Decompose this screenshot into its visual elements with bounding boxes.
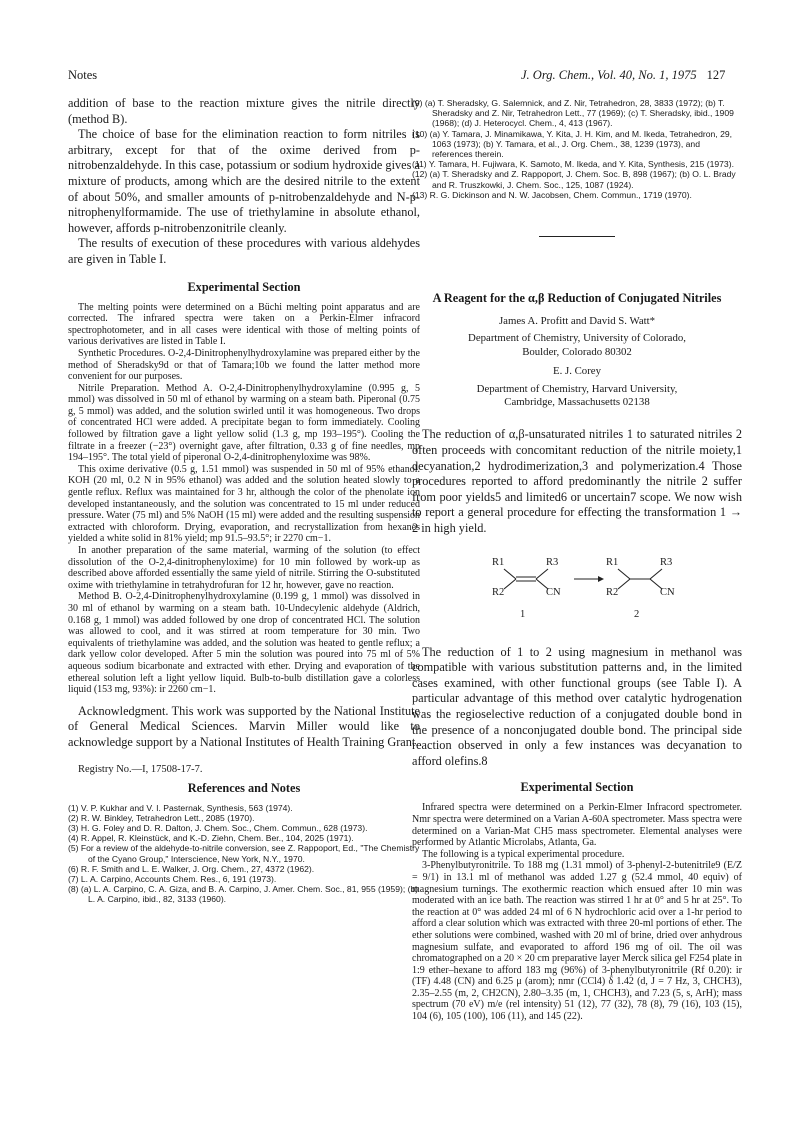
reference-item: (4) R. Appel, R. Kleinstück, and K.-D. Ziehn, Chem. Ber., 104, 2025 (1971). [68, 833, 354, 844]
reference-item: (5) For a review of the aldehyde-to-nitrile conversion, see Z. Rappoport, Ed., "The Chemistry of the Cyano Group," Interscience, New York, N.Y., 1970. [68, 843, 420, 864]
r2-label: R2 [492, 586, 505, 598]
affiliation-line: Cambridge, Massachusetts 02138 [504, 396, 650, 409]
r1-label-product: R1 [606, 556, 619, 568]
running-head-section: Notes [68, 68, 98, 82]
experimental-paragraph: The melting points were determined on a Büchi melting point apparatus and are corrected. The infrared spectra were taken on a Perkin-Elmer infracord spectrophotometer, and in all cases were identical with those of melting points of various derivatives are listed in Table I. [68, 301, 420, 348]
left-column [68, 96, 420, 905]
authors: James A. Profitt and David S. Watt* [498, 315, 656, 328]
cn-label-product: CN [660, 586, 675, 598]
page-number: 127 [706, 68, 726, 82]
r3-label-product: R3 [660, 556, 673, 568]
affiliation-line: Department of Chemistry, Harvard University, [476, 382, 678, 395]
cn-label: CN [546, 586, 561, 598]
reference-item: (3) H. G. Foley and D. R. Dalton, J. Chem. Soc., Chem. Commun., 628 (1973). [68, 822, 368, 833]
reference-item: (9) (a) T. Sheradsky, G. Salemnick, and Z. Nir, Tetrahedron, 28, 3833 (1972); (b) T. Sheradsky and Z. Nir, Tetrahedron Lett., 77 (1969); (c) T. Sheradsky, ibid., 1909 (1968); (d) J. Heterocycl. Chem., 4, 413 (1967). [412, 98, 734, 129]
experimental-paragraph: The following is a typical experimental procedure. [422, 848, 625, 860]
affiliation-line: Department of Chemistry, University of Colorado, [468, 332, 686, 345]
intro-paragraph: The results of execution of these procedures with various aldehydes are given in Table I. [68, 236, 420, 266]
affiliation-line: Boulder, Colorado 80302 [522, 345, 632, 358]
abstract-body: The reduction of 1 to 2 using magnesium in methanol was compatible with various substitution patterns and, in the limited cases examined, with other functional groups (see Table I). A particular advantage of this method over catalytic hydrogenation was the regioselective reduction of a conjugated double bond in the presence of a nonconjugated double bond. The principal side reaction observed in only a few instances was decyanation to afford olefins.8 [412, 644, 742, 768]
experimental-heading-right: Experimental Section [520, 780, 634, 795]
experimental-heading-left: Experimental Section [187, 279, 301, 294]
r3-label: R3 [546, 556, 559, 568]
compound-2-label: 2 [634, 608, 640, 620]
references-heading: References and Notes [187, 780, 301, 795]
reference-item: (1) V. P. Kukhar and V. I. Pasternak, Synthesis, 563 (1974). [68, 802, 293, 813]
compound-1-label: 1 [520, 608, 526, 620]
reference-item: (7) L. A. Carpino, Accounts Chem. Res., 6, 191 (1973). [68, 873, 277, 884]
reaction-scheme [412, 543, 742, 641]
intro-paragraph: The choice of base for the elimination reaction to form nitriles is arbitrary, except for that of the oxime derived from p-nitrobenzaldehyde. In this case, potassium or sodium hydroxide gives a mixture of products, among which are the desired nitrile to the extent of about 50%, and smaller amounts of p-nitrobenzaldehyde and N-p-nitrophenylformamide. The use of triethylamine in absolute ethanol, however, affords p-nitrobenzonitrile cleanly. [68, 127, 420, 235]
r2-label-product: R2 [606, 586, 619, 598]
experimental-paragraph: In another preparation of the same material, warming of the solution (to effect dissolution of the O-2,4-dinitrophenyloxime) for 10 min followed by work-up as described above afforded essentially the same yield of nitrile. Stirring the O-substituted oxime with triethylamine in tetrahydrofuran for 12 hr, however, gave no reaction. [68, 545, 420, 591]
r1-label: R1 [492, 556, 505, 568]
acknowledgment: Acknowledgment. This work was supported by the National Institute of General Medical Sciences. Marvin Miller would like to acknowledge support by a National Institutes of Health Training Grant. [68, 703, 420, 749]
running-head-journal [521, 68, 725, 83]
abstract-intro: The reduction of α,β-unsaturated nitriles 1 to saturated nitriles 2 often proceeds with concomitant reduction of the nitrile moiety,1 decyanation,2 hydrodimerization,3 and polymerization.4 Those procedures reported to afford predominantly the nitrile 2 suffer from poor yields5 and limited6 or uncertain7 scope. We now wish to report a general procedure for effecting the transformation 1 → 2 in high yield. [412, 427, 742, 536]
experimental-paragraph: Nitrile Preparation. Method A. O-2,4-Dinitrophenylhydroxylamine (0.995 g, 5 mmol) was dissolved in 50 ml of ethanol by warming on a steam bath. Piperonal (0.75 g, 5 mmol) was added, and the solution swirled until it was homogeneous. Two drops of concentrated HCl were added. A precipitate began to form immediately. Cooling followed by filtration gave a light yellow solid (1.3 g, mp 193–195°). Cooling the filtrate in a freezer (−23°) overnight gave, after filtration, 0.33 g of fine needles, mp 194–195°. The total yield of piperonal O-2,4-dinitrophenyloxime was 98%. [68, 382, 420, 464]
reference-item: (10) (a) Y. Tamara, J. Minamikawa, Y. Kita, J. H. Kim, and M. Ikeda, Tetrahedron, 29, 1063 (1973); (b) Y. Tamara, et al., J. Org. Chem., 38, 1239 (1973), and references therein. [412, 128, 733, 160]
experimental-paragraph: This oxime derivative (0.5 g, 1.51 mmol) was suspended in 50 ml of 95% ethanol. KOH (20 ml, 0.2 N in 95% ethanol) was added and the solution heated slowly to a gentle reflux. Reflux was maintained for 3 hr, although the color of the phenolate ion developed instantaneously, and the solution was concentrated to 15 ml under reduced pressure. Water (75 ml) and 5% NaOH (15 ml) were added and the resulting suspension extracted with chloroform. Drying, evaporation, and recrystallization from hexanes yielded a white solid in 81% yield; mp 91.5–93.5°; ir 2270 cm−1. [68, 463, 420, 545]
intro-paragraph: addition of base to the reaction mixture gives the nitrile directly (method B). [68, 96, 420, 126]
experimental-paragraph: Synthetic Procedures. O-2,4-Dinitrophenylhydroxylamine was prepared either by the method of Sheradsky9d or that of Tamara;10b we found the latter method more convenient for our purposes. [68, 347, 420, 383]
reference-item: (6) R. F. Smith and L. E. Walker, J. Org. Chem., 27, 4372 (1962). [68, 863, 315, 874]
article-divider [539, 236, 615, 237]
experimental-paragraph: Method B. O-2,4-Dinitrophenylhydroxylamine (0.199 g, 1 mmol) was dissolved in 30 ml of ethanol by warming on a steam bath. 10-Undecylenic aldehyde (Aldrich, 0.168 g, 1 mmol) was added followed by one drop of concentrated HCl. The solution was allowed to cool, and it was stirred at room temperature for 30 min. Two equivalents of triethylamine was added, and the solution was heated to gentle reflux; a dark yellow color developed. After 5 min the solution was poured into 75 ml of 5% aqueous sodium bicarbonate and extracted with ether. Drying and evaporation of the ethereal solution left a light yellow liquid. Bulb-to-bulb distillation gave a colorless liquid (153 mg, 93%): ir 2260 cm−1. [68, 591, 420, 696]
experimental-paragraph: 3-Phenylbutyronitrile. To 188 mg (1.31 mmol) of 3-phenyl-2-butenitrile9 (E/Z = 9/1) in 13.1 ml of methanol was added 1.27 g (52.4 mmol, 40 equiv) of magnesium turnings. The exothermic reaction which ensued after 10 min was moderated with an ice bath. The reaction was stirred 1 hr at 0° and 5 hr at 25°. To the reaction at 0° was added 24 ml of 6 N hydrochloric acid over a 1-hr period to afford a clear solution which was extracted with three 20-ml portions of ether. The ether solutions were combined, washed with 20 ml of brine, dried over anhydrous magnesium sulfate, and evaporated to afford 196 mg of oil. The oil was chromatographed on a 20 × 20 cm preparative layer Merck silica gel F254 plate in 1:9 ether–hexane to afford 183 mg (96%) of 3-phenylbutyronitrile (Rf 0.20): ir (TF) 4.48 (CN) and 6.25 μ (arom); nmr (CCl4) δ 1.42 (d, J = 7 Hz, 3, CHCH3), 2.35–2.55 (m, 2, CH2CN), 2.80–3.35 (m, 1, CHCH3), and 7.23 (5, s, ArH); mass spectrum (70 eV) m/e (rel intensity) 51 (12), 77 (32), 78 (8), 79 (16), 103 (15), 104 (6), 105 (100), 106 (11), and 145 (22). [412, 860, 742, 1023]
experimental-paragraph: Infrared spectra were determined on a Perkin-Elmer Infracord spectrometer. Nmr spectra were determined on a Varian A-60A spectrometer. Mass spectra were determined on a Varian-Mat CH5 mass spectrometer. Elemental analyses were performed by Atlantic Microlabs, Atlanta, Ga. [412, 802, 742, 849]
scheme-drawing [412, 543, 742, 641]
reference-item: (12) (a) T. Sheradsky and Z. Rappoport, J. Chem. Soc. B, 898 (1967); (b) O. L. Brady and R. Truszkowki, J. Chem. Soc., 125, 1087 (1924). [412, 169, 736, 190]
reference-item: (13) R. G. Dickinson and N. W. Jacobsen, Chem. Commun., 1719 (1970). [412, 189, 692, 200]
reference-item: (2) R. W. Binkley, Tetrahedron Lett., 2085 (1970). [68, 812, 255, 823]
reference-item: (11) Y. Tamara, H. Fujiwara, K. Samoto, M. Ikeda, and Y. Kita, Synthesis, 215 (1973). [412, 159, 734, 170]
right-column [412, 98, 742, 1023]
article-title: A Reagent for the α,β Reduction of Conjugated Nitriles [432, 291, 722, 306]
author-corey: E. J. Corey [553, 365, 601, 378]
journal-citation: J. Org. Chem., Vol. 40, No. 1, 1975 [521, 68, 697, 82]
reference-item: (8) (a) L. A. Carpino, C. A. Giza, and B. A. Carpino, J. Amer. Chem. Soc., 81, 955 (1959); (b) L. A. Carpino, ibid., 82, 3133 (1960). [68, 884, 419, 905]
registry-number: Registry No.—I, 17508-17-7. [78, 763, 203, 775]
